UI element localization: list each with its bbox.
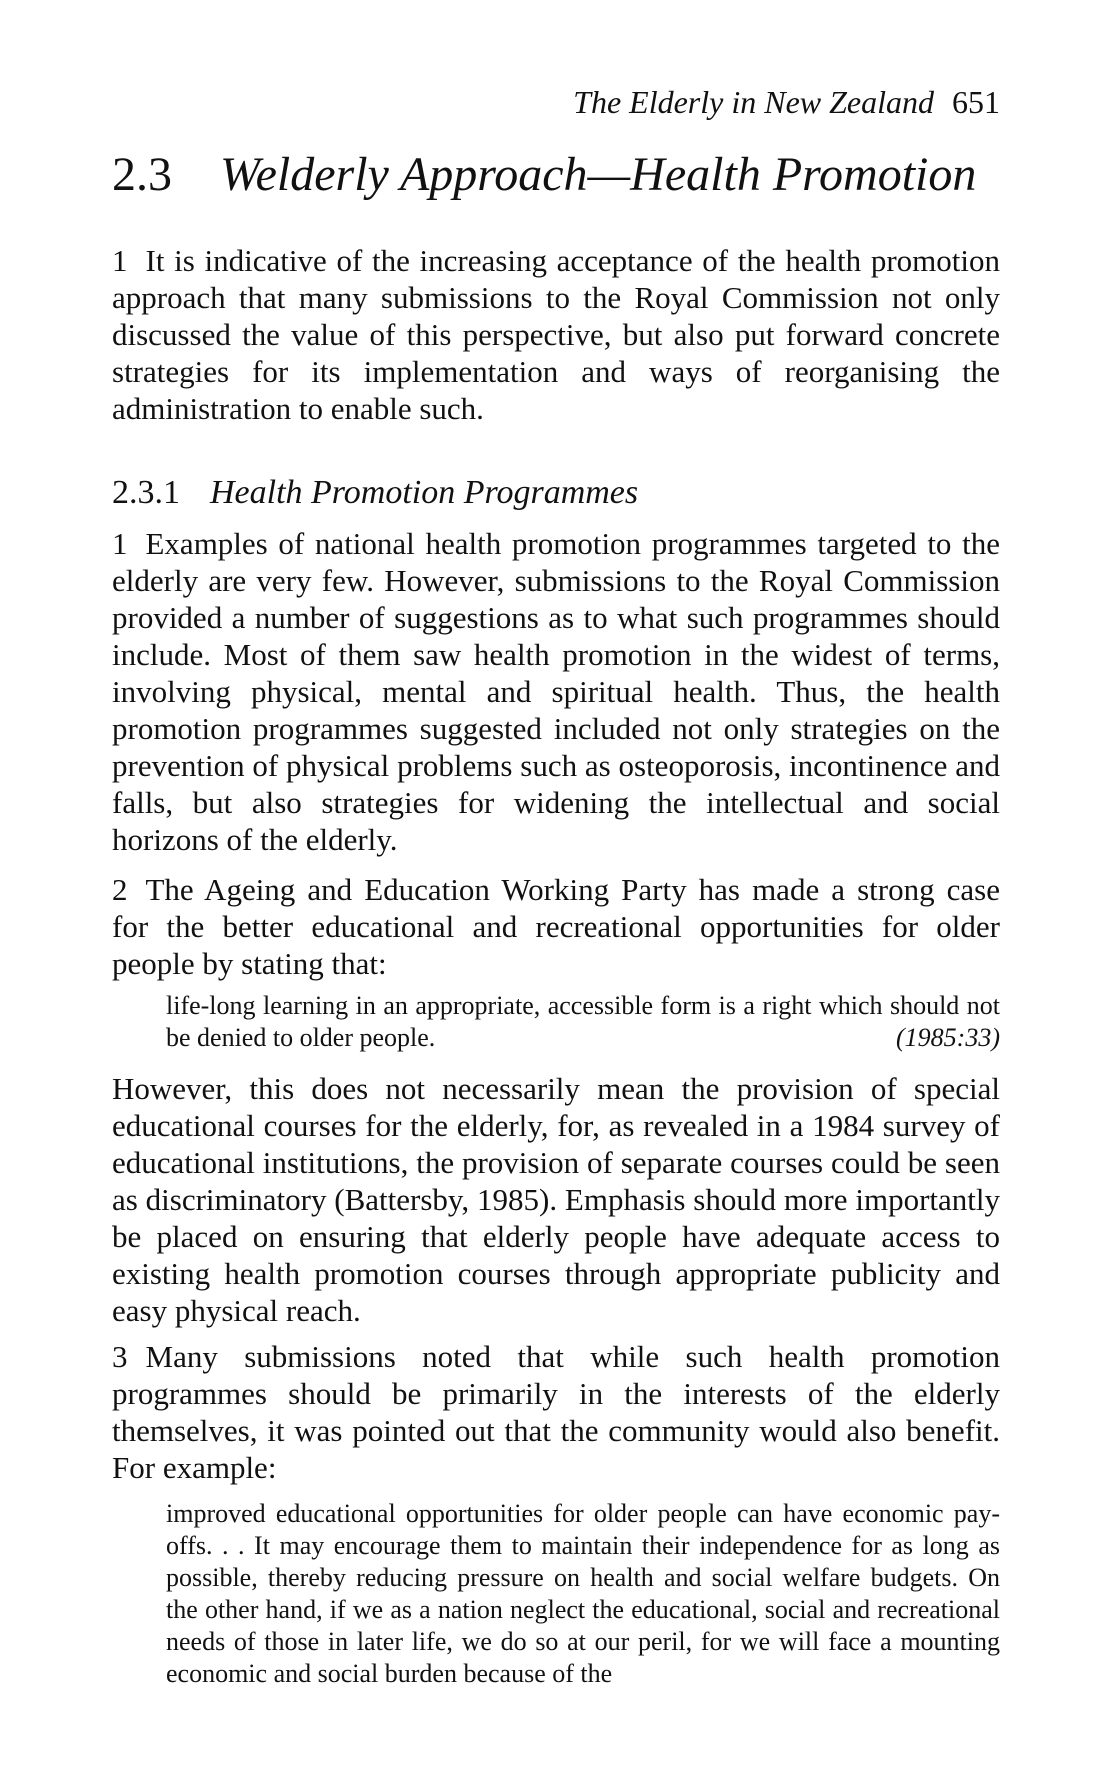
quote-2-block — [112, 1498, 1000, 1690]
paragraph-text: Examples of national health promotion programmes targeted to the elderly are very few. However, submissions to the Royal Commission provided a number of suggestions as to what such programmes should include. Most of them saw health promotion in the widest of terms, involving physical, mental and spiritual health. Thus, the health promotion programmes suggested included not only strategies on the prevention of physical problems such as osteoporosis, incontinence and falls, but also strategies for widening the intellectual and social horizons of the elderly. — [112, 526, 1000, 857]
section-title: Welderly Approach—Health Promotion — [220, 148, 977, 201]
subsection-heading — [112, 472, 638, 514]
paragraph-2 — [112, 871, 1000, 982]
paragraph-number: 2 — [112, 872, 128, 907]
paragraph-text: Many submissions noted that while such health promotion programmes should be primarily in the interests of the elderly themselves, it was pointed out that the community would also benefit. For example: — [112, 1339, 1000, 1485]
subsection-title: Health Promotion Programmes — [210, 474, 639, 511]
quote-text: improved educational opportunities for older people can have economic pay-offs. . . It may encourage them to maintain their independence for as long as possible, thereby reducing pressure on health and social welfare budgets. On the other hand, if we as a nation neglect the educational, social and recreational needs of those in later life, we do so at our peril, for we will face a mounting economic and social burden because of the — [166, 1499, 1000, 1688]
paragraph-1-block — [112, 525, 1000, 858]
paragraph-1 — [112, 525, 1000, 858]
paragraph-2-continued-block — [112, 1070, 1000, 1329]
intro-block — [112, 242, 1000, 427]
paragraph-text: However, this does not necessarily mean the provision of special educational courses for the elderly, for, as revealed in a 1984 survey of educational institutions, the provision of separate courses could be seen as discriminatory (Battersby, 1985). Emphasis should more importantly be placed on ensuring that elderly people have adequate access to existing health promotion courses through appropriate publicity and easy physical reach. — [112, 1071, 1000, 1328]
paragraph-2-continued — [112, 1070, 1000, 1329]
intro-paragraph — [112, 242, 1000, 427]
running-head-title: The Elderly in New Zealand — [573, 84, 934, 120]
quote-1-block — [112, 990, 1000, 1054]
subsection-number: 2.3.1 — [112, 474, 180, 511]
paragraph-3 — [112, 1338, 1000, 1486]
paragraph-number: 3 — [112, 1339, 128, 1374]
paragraph-2-block — [112, 871, 1000, 982]
quote-citation: (1985:33) — [896, 1023, 1000, 1052]
paragraph-text: It is indicative of the increasing acceptance of the health promotion approach that many submissions to the Royal Commission not only discussed the value of this perspective, but also put forward concrete strategies for its implementation and ways of reorganising the administration to enable such. — [112, 243, 1000, 426]
paragraph-text: The Ageing and Education Working Party has made a strong case for the better educational and recreational opportunities for older people by stating that: — [112, 872, 1000, 981]
paragraph-number: 1 — [112, 526, 128, 561]
quote-text: life-long learning in an appropriate, accessible form is a right which should not be denied to older people. — [166, 991, 1000, 1052]
paragraph-number: 1 — [112, 243, 128, 278]
section-number: 2.3 — [112, 148, 172, 201]
block-quote — [112, 990, 1000, 1054]
page-number: 651 — [952, 84, 1000, 120]
section-heading — [112, 145, 976, 205]
block-quote — [112, 1498, 1000, 1690]
paragraph-3-block — [112, 1338, 1000, 1486]
running-head — [573, 82, 1000, 122]
